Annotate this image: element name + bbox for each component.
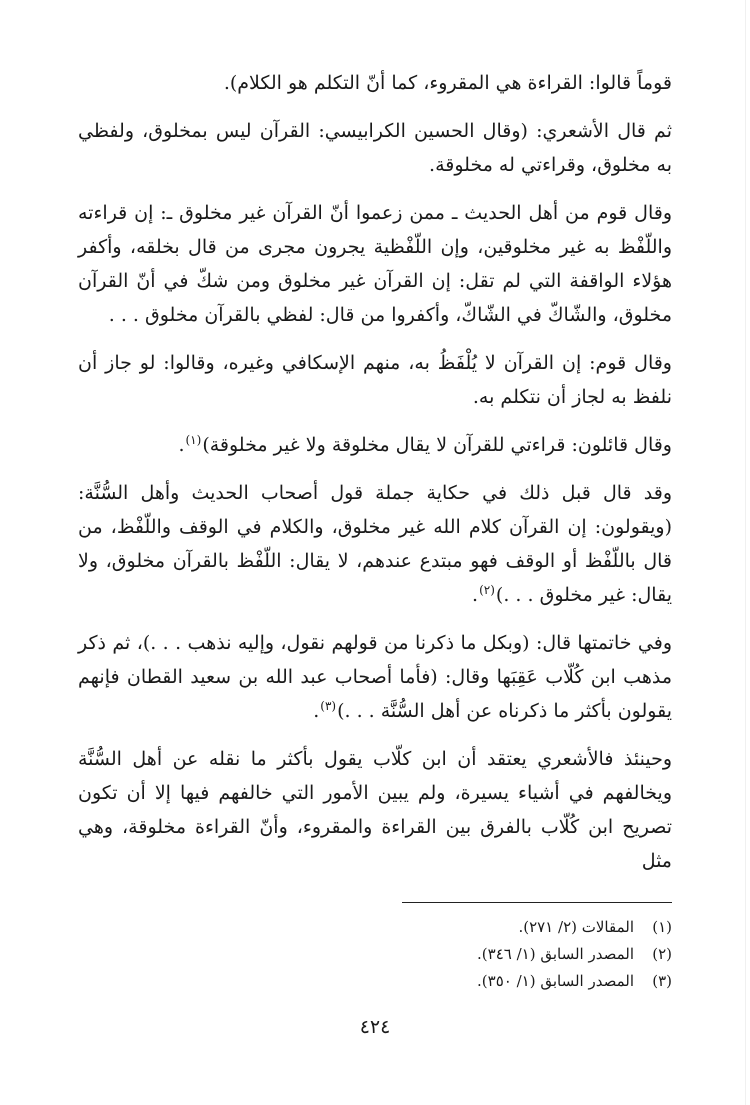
footnotes-list	[78, 914, 672, 995]
footnote-3-text: المصدر السابق (١/ ٣٥٠).	[477, 972, 634, 990]
footnote-ref-1[interactable]: (١)	[185, 432, 202, 447]
paragraph-7-end: .	[313, 700, 320, 722]
footnote-2-text: المصدر السابق (١/ ٣٤٦).	[477, 945, 634, 963]
footnote-2-number: (٢)	[652, 945, 672, 963]
footnote-ref-2[interactable]: (٢)	[479, 582, 495, 597]
page-edge	[745, 0, 746, 1105]
paragraph-5-text: وقال قائلون: قراءتي للقرآن لا يقال مخلوقة ولا غير مخلوقة)	[202, 434, 672, 456]
paragraph-1-text: قوماً قالوا: القراءة هي المقروء، كما أنّ التكلم هو الكلام).	[223, 72, 672, 94]
footnote-divider	[402, 902, 672, 903]
paragraph-5-end: .	[178, 434, 185, 456]
footnote-1-number: (١)	[652, 918, 672, 936]
main-text	[78, 66, 672, 892]
paragraph-3	[78, 196, 672, 332]
paragraph-3-text: وقال قوم من أهل الحديث ـ ممن زعموا أنّ القرآن غير مخلوق ـ: إن قراءته واللّفْظ به غير مخلوقين، وإن اللّفْظية يجرون مجرى من قال بخلقه، وأكفر هؤلاء الواقفة التي لم تقل: إن القرآن غير مخلوق ومن شكّ في أنّ القرآن مخلوق، والشّاكّ في الشّاكّ، وأكفروا من قال: لفظي بالقرآن مخلوق . . .	[78, 202, 672, 326]
paragraph-6-text: وقد قال قبل ذلك في حكاية جملة قول أصحاب الحديث وأهل السُّنَّة: (ويقولون: إن القرآن كلام الله غير مخلوق، والكلام في الوقف واللّفْظ، من قال باللّفْظ أو الوقف فهو مبتدع عندهم، لا يقال: اللّفْظ بالقرآن مخلوق، ولا يقال: غير مخلوق . . .)	[78, 482, 672, 606]
paragraph-2	[78, 114, 672, 182]
footnote-ref-3[interactable]: (٣)	[320, 698, 337, 713]
paragraph-8	[78, 742, 672, 878]
paragraph-4-text: وقال قوم: إن القرآن لا يُلْفَظُ به، منهم الإسكافي وغيره، وقالوا: لو جاز أن نلفظ به لجاز أن نتكلم به.	[78, 352, 672, 408]
paragraph-7	[78, 626, 672, 728]
paragraph-5	[78, 428, 672, 462]
footnote-1-text: المقالات (٢/ ٢٧١).	[518, 918, 634, 936]
paragraph-1	[78, 66, 672, 100]
paragraph-6	[78, 476, 672, 612]
paragraph-6-end: .	[472, 584, 479, 606]
paragraph-2-text: ثم قال الأشعري: (وقال الحسين الكرابيسي: القرآن ليس بمخلوق، ولفظي به مخلوق، وقراءتي له مخلوقة.	[78, 120, 672, 176]
paragraph-4	[78, 346, 672, 414]
footnote-3	[78, 968, 672, 995]
footnote-1	[78, 914, 672, 941]
paragraph-8-text: وحينئذ فالأشعري يعتقد أن ابن كلّاب يقول بأكثر ما نقله عن أهل السُّنَّة ويخالفهم في أشياء يسيرة، ولم يبين الأمور التي خالفهم فيها إلا أن تكون تصريح ابن كُلّاب بالفرق بين القراءة والمقروء، وأنّ القراءة مخلوقة، وهي مثل	[78, 748, 672, 872]
footnote-2	[78, 941, 672, 968]
footnote-3-number: (٣)	[652, 972, 672, 990]
paragraph-7-text: وفي خاتمتها قال: (وبكل ما ذكرنا من قولهم نقول، وإليه نذهب . . .)، ثم ذكر مذهب ابن كُلّاب عَقِبَها وقال: (فأما أصحاب عبد الله بن سعيد القطان فإنهم يقولون بأكثر ما ذكرناه عن أهل السُّنَّة . . .)	[78, 632, 672, 722]
page-number: ٤٢٤	[359, 1016, 391, 1038]
